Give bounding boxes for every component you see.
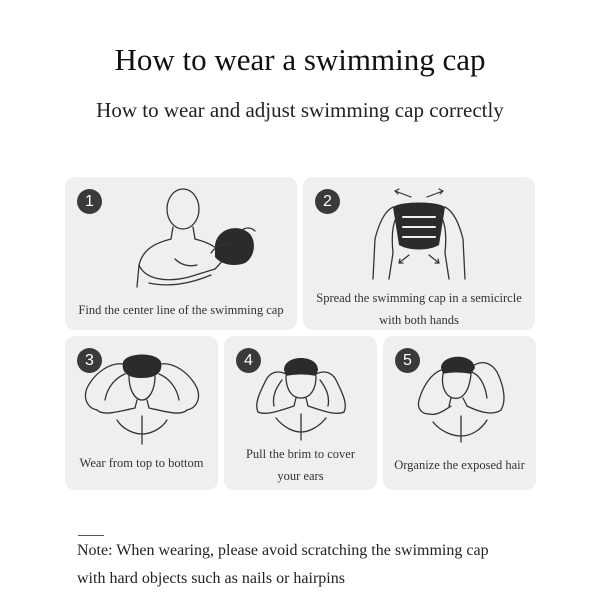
step-caption: Wear from top to bottom (79, 456, 204, 470)
swim-cap-icon (215, 228, 254, 265)
page-title: How to wear a swimming cap (114, 42, 486, 77)
step-number-badge: 4 (236, 348, 261, 373)
page-subtitle: How to wear and adjust swimming cap correctly (96, 98, 504, 122)
care-note (77, 537, 547, 593)
step-caption-line2: your ears (277, 469, 324, 483)
step-1-illustration (65, 187, 297, 297)
step-caption: Pull the brim to cover (245, 447, 355, 461)
step-5-illustration (383, 344, 536, 444)
step-number-badge: 1 (77, 189, 102, 214)
step-card-2 (303, 177, 535, 330)
step-caption: Organize the exposed hair (394, 458, 525, 472)
note-divider (78, 535, 104, 536)
step-card-1 (65, 177, 297, 330)
step-number-badge: 2 (315, 189, 340, 214)
step-2-illustration (303, 183, 535, 283)
step-caption: Spread the swimming cap in a semicircle (316, 291, 522, 305)
care-note-line1: Note: When wearing, please avoid scratching the swimming cap (77, 542, 489, 559)
step-3-illustration (65, 344, 218, 454)
step-4-illustration (224, 344, 377, 444)
step-number-badge: 5 (395, 348, 420, 373)
step-card-4 (224, 336, 377, 490)
step-caption-line2: with both hands (379, 313, 459, 327)
care-note-line2: with hard objects such as nails or hairpins (77, 570, 345, 587)
step-number-badge: 3 (77, 348, 102, 373)
step-card-3 (65, 336, 218, 490)
step-caption: Find the center line of the swimming cap (78, 303, 284, 317)
step-card-5 (383, 336, 536, 490)
